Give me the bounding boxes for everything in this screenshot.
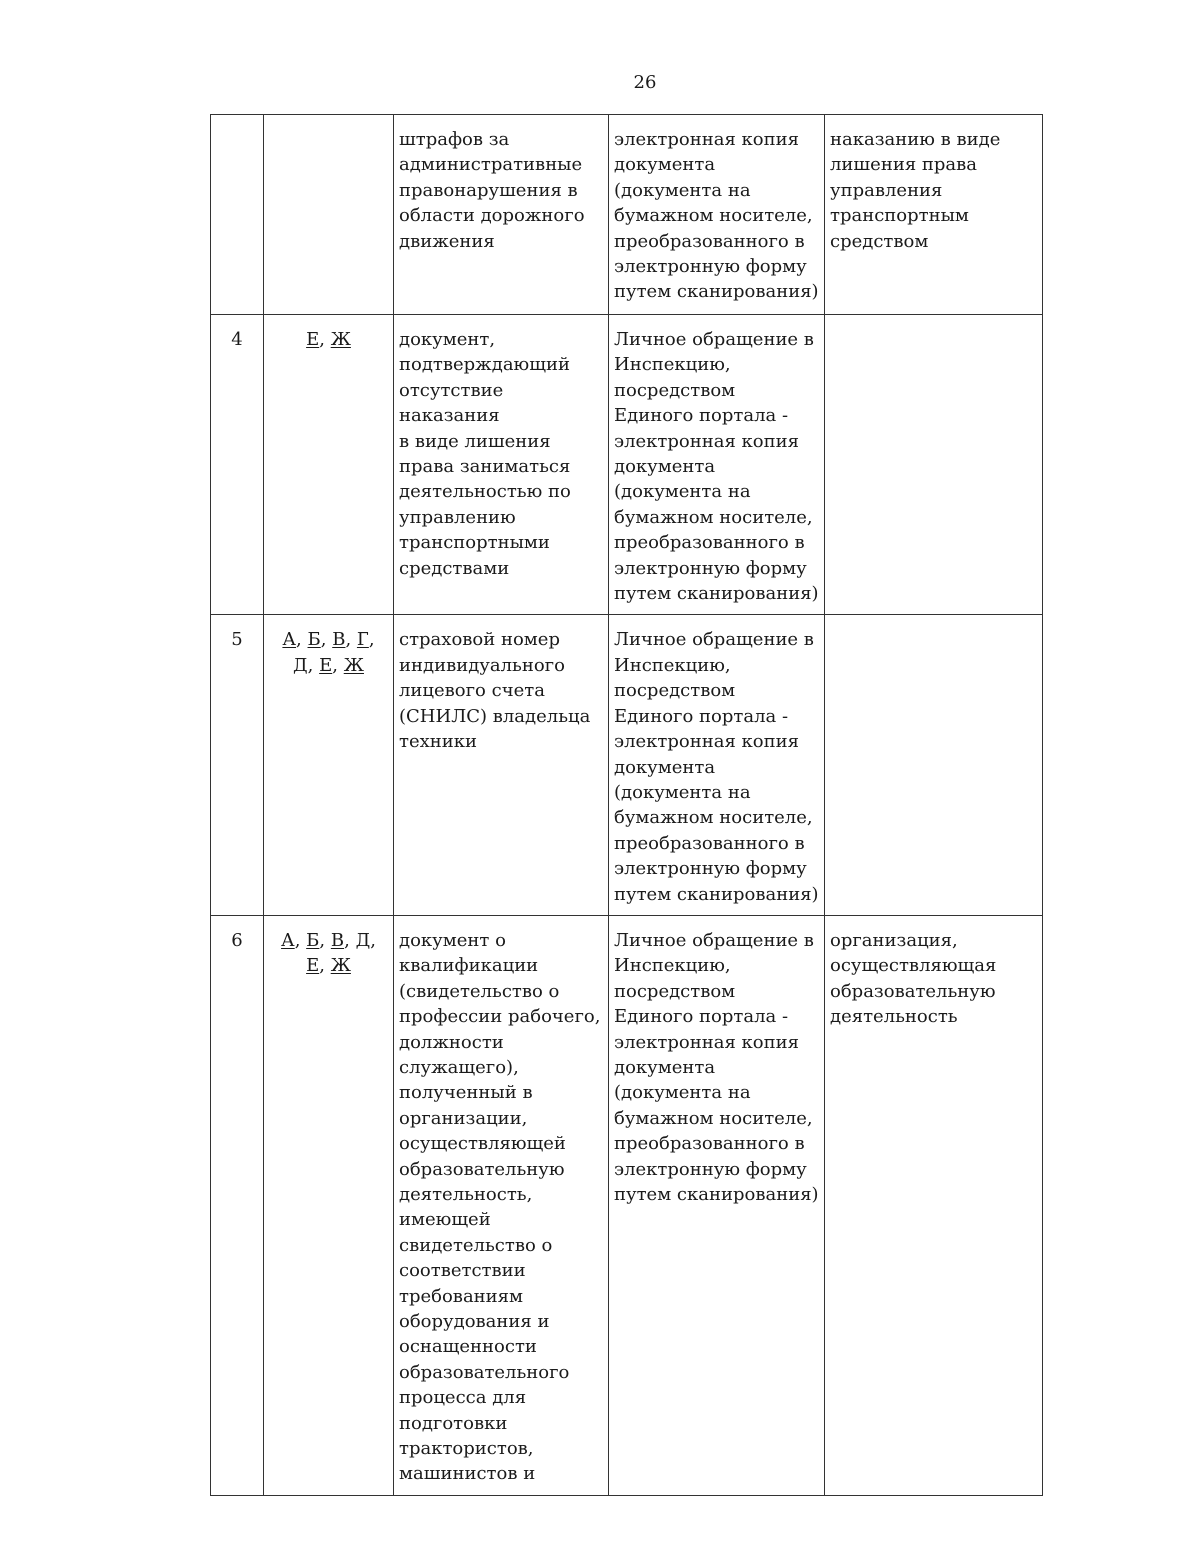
row-number: 6	[211, 915, 264, 1495]
table-row	[211, 115, 1043, 315]
category-letter: Д	[355, 929, 371, 951]
submission-method: Личное обращение в Инспекцию, посредством Единого портала - электронная копия документа (документа на бумажном носителе, преобразованного в электронную форму путем сканирования)	[609, 315, 825, 615]
row-number: 5	[211, 615, 264, 915]
submission-method: Личное обращение в Инспекцию, посредством Единого портала - электронная копия документа (документа на бумажном носителе, преобразованного в электронную форму путем сканирования)	[609, 615, 825, 915]
page-number: 26	[633, 72, 657, 93]
category-letter: А	[282, 629, 297, 651]
table-row	[211, 315, 1043, 615]
row-categories: Е, Ж	[264, 315, 394, 615]
category-letter: Ж	[330, 329, 351, 350]
category-letter: Б	[307, 629, 321, 651]
row-categories	[264, 115, 394, 315]
category-letter: Д	[293, 654, 308, 676]
issuing-source: наказанию в виде лишения права управления транспортным средством	[825, 115, 1043, 315]
row-categories: А, Б, В, Г, Д, Е, Ж	[264, 615, 394, 915]
document-name: документ, подтверждающий отсутствие наказания в виде лишения права заниматься деятельностью по управлению транспортными средствами	[394, 315, 609, 615]
submission-method: электронная копия документа (документа на бумажном носителе, преобразованного в электронную форму путем сканирования)	[609, 115, 825, 315]
issuing-source	[825, 615, 1043, 915]
category-letter: В	[332, 629, 346, 651]
category-letter: Е	[306, 955, 320, 977]
table-row	[211, 615, 1043, 915]
category-letter: Е	[306, 329, 320, 350]
row-categories: А, Б, В, Д, Е, Ж	[264, 915, 394, 1495]
document-name: страховой номер индивидуального лицевого счета (СНИЛС) владельца техники	[394, 615, 609, 915]
issuing-source	[825, 315, 1043, 615]
documents-table	[210, 114, 1043, 1496]
document-name: штрафов за административные правонарушения в области дорожного движения	[394, 115, 609, 315]
category-letter: В	[330, 929, 345, 951]
category-letter: Г	[356, 629, 369, 651]
table-row	[211, 915, 1043, 1495]
document-name: документ о квалификации (свидетельство о профессии рабочего, должности служащего), полученный в организации, осуществляющей образовательную деятельность, имеющей свидетельство о соответствии требованиям оборудования и оснащенности образовательного процесса для подготовки трактористов, машинистов и	[394, 915, 609, 1495]
submission-method: Личное обращение в Инспекцию, посредством Единого портала - электронная копия документа (документа на бумажном носителе, преобразованного в электронную форму путем сканирования)	[609, 915, 825, 1495]
category-letter: Б	[306, 929, 320, 951]
category-letter: Ж	[343, 654, 364, 676]
row-number: 4	[211, 315, 264, 615]
category-letter: А	[281, 929, 295, 951]
category-letter: Е	[319, 654, 333, 676]
issuing-source: организация, осуществляющая образовательную деятельность	[825, 915, 1043, 1495]
category-letter: Ж	[330, 955, 351, 977]
row-number	[211, 115, 264, 315]
